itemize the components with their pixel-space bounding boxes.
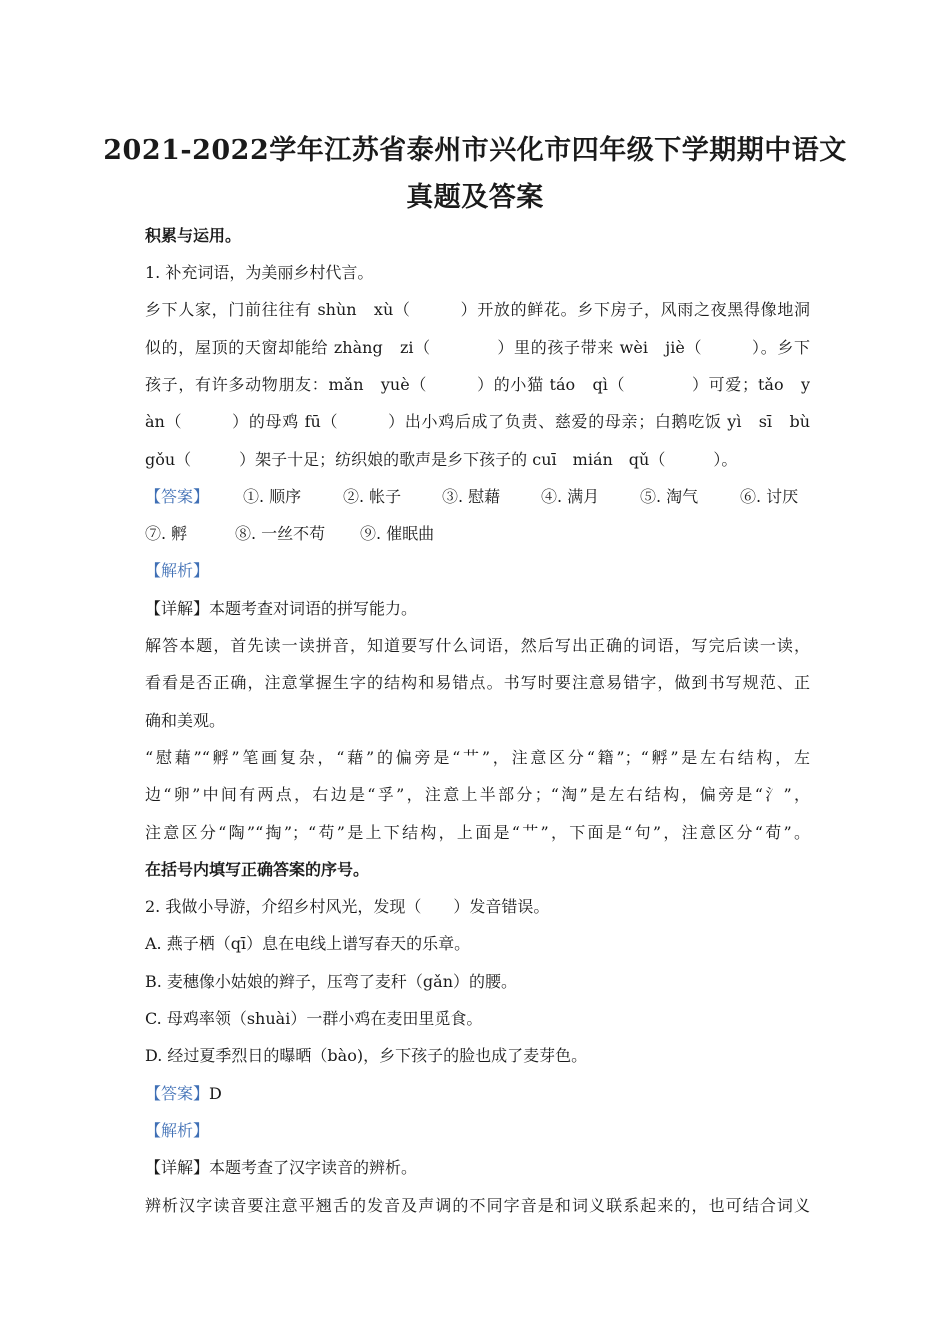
q1-detail-line: 边“卵”中间有两点，右边是“孚”，注意上半部分；“淘”是左右结构，偏旁是“氵”，: [145, 785, 810, 804]
answer-item: ①. 顺序: [243, 487, 302, 506]
doc-title-line2: 真题及答案: [406, 182, 544, 213]
answer-label: 【答案】: [145, 1084, 210, 1103]
answer-item: ⑨. 催眠曲: [360, 524, 435, 543]
answer-item: ⑦. 孵: [145, 524, 188, 543]
q2-option-b: B. 麦穗像小姑娘的辫子，压弯了麦秆（gǎn）的腰。: [145, 972, 518, 991]
answer-label: 【答案】: [145, 487, 210, 506]
answer-item: ⑤. 淘气: [640, 487, 699, 506]
q2-option-c: C. 母鸡率领（shuài）一群小鸡在麦田里觅食。: [145, 1009, 483, 1028]
q2-detail-line: 辨析汉字读音要注意平翘舌的发音及声调的不同字音是和词义联系起来的，也可结合词义: [145, 1196, 810, 1215]
analysis-label: 【解析】: [145, 561, 210, 580]
q1-detail-line: “慰藉”“孵”笔画复杂，“藉”的偏旁是“艹”，注意区分“籍”；“孵”是左右结构，左: [145, 748, 810, 767]
q1-text-line: 似的，屋顶的天窗却能给 zhàng zi（ ）里的孩子带来 wèi jiè（ ）。乡下: [145, 338, 810, 357]
section-heading-fill-in: 在括号内填写正确答案的序号。: [145, 860, 370, 879]
answer-item: ⑧. 一丝不苟: [235, 524, 326, 543]
q2-answer-row: [145, 1084, 810, 1104]
q1-answer-row: [145, 487, 810, 507]
q1-detail-line: 确和美观。: [145, 711, 226, 730]
q1-text-line: gǒu（ ）架子十足；纺织娘的歌声是乡下孩子的 cuī mián qǔ（ ）。: [145, 450, 738, 469]
q1-detail-line: 注意区分“陶”“掏”；“苟”是上下结构，上面是“艹”，下面是“句”，注意区分“荀”。: [145, 823, 810, 842]
q2-option-a: A. 燕子栖（qī）息在电线上谱写春天的乐章。: [145, 934, 471, 953]
answer-item: ④. 满月: [541, 487, 600, 506]
analysis-label: 【解析】: [145, 1121, 210, 1140]
q2-stem: 2. 我做小导游，介绍乡村风光，发现（ ）发音错误。: [145, 897, 550, 916]
q1-detail-line: 【详解】本题考查对词语的拼写能力。: [145, 599, 418, 618]
answer-item: ⑥. 讨厌: [740, 487, 799, 506]
doc-title-line1: 2021-2022学年江苏省泰州市兴化市四年级下学期期中语文: [103, 135, 847, 166]
q1-answer-row: [145, 524, 810, 544]
q2-detail-line: 【详解】本题考查了汉字读音的辨析。: [145, 1158, 418, 1177]
answer-value: D: [209, 1084, 222, 1103]
answer-item: ③. 慰藉: [442, 487, 501, 506]
q1-text-line: 乡下人家，门前往往有 shùn xù（ ）开放的鲜花。乡下房子，风雨之夜黑得像地洞: [145, 300, 810, 319]
answer-item: ②. 帐子: [343, 487, 402, 506]
q1-detail-line: 看看是否正确，注意掌握生字的结构和易错点。书写时要注意易错字，做到书写规范、正: [145, 673, 810, 692]
q1-stem: 1. 补充词语，为美丽乡村代言。: [145, 263, 374, 282]
section-heading-accumulation: 积累与运用。: [145, 226, 242, 245]
q1-text-line: àn（ ）的母鸡 fū（ ）出小鸡后成了负责、慈爱的母亲；白鹅吃饭 yì sī bù: [145, 412, 810, 431]
q1-text-line: 孩子，有许多动物朋友：mǎn yuè（ ）的小猫 táo qì（ ）可爱；tǎo y: [145, 375, 810, 394]
q1-detail-line: 解答本题，首先读一读拼音，知道要写什么词语，然后写出正确的词语，写完后读一读，: [145, 636, 810, 655]
q2-option-d: D. 经过夏季烈日的曝晒（bào)，乡下孩子的脸也成了麦芽色。: [145, 1046, 588, 1065]
